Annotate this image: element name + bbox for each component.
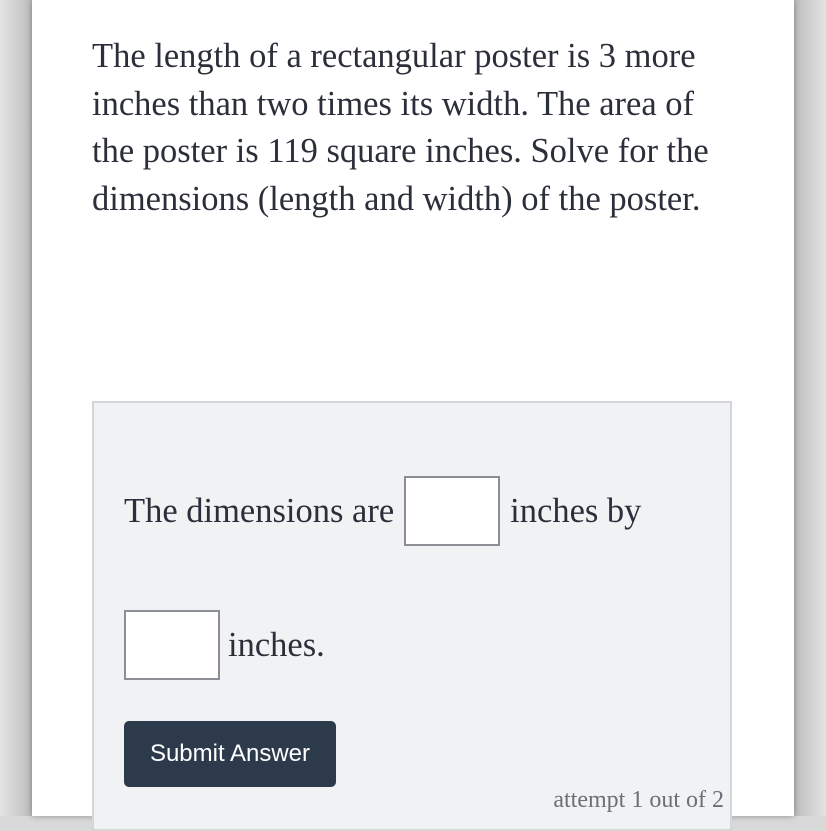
answer-line-2 bbox=[124, 608, 325, 682]
width-input[interactable] bbox=[124, 610, 220, 680]
length-input[interactable] bbox=[404, 476, 500, 546]
answer-middle: inches by bbox=[510, 491, 642, 530]
question-card bbox=[32, 0, 794, 816]
answer-panel bbox=[92, 401, 732, 831]
submit-answer-button[interactable]: Submit Answer bbox=[124, 721, 336, 787]
question-text: The length of a rectangular poster is 3 more inches than two times its width. The area of the poster is 119 square inches. Solve for the dimensions (length and width) of the poster. bbox=[92, 37, 709, 218]
answer-line-1 bbox=[124, 474, 641, 548]
background-right bbox=[794, 0, 826, 816]
background-left bbox=[0, 0, 32, 816]
answer-suffix: inches. bbox=[228, 625, 325, 664]
attempt-counter: attempt 1 out of 2 bbox=[553, 787, 724, 813]
answer-prefix: The dimensions are bbox=[124, 491, 395, 530]
